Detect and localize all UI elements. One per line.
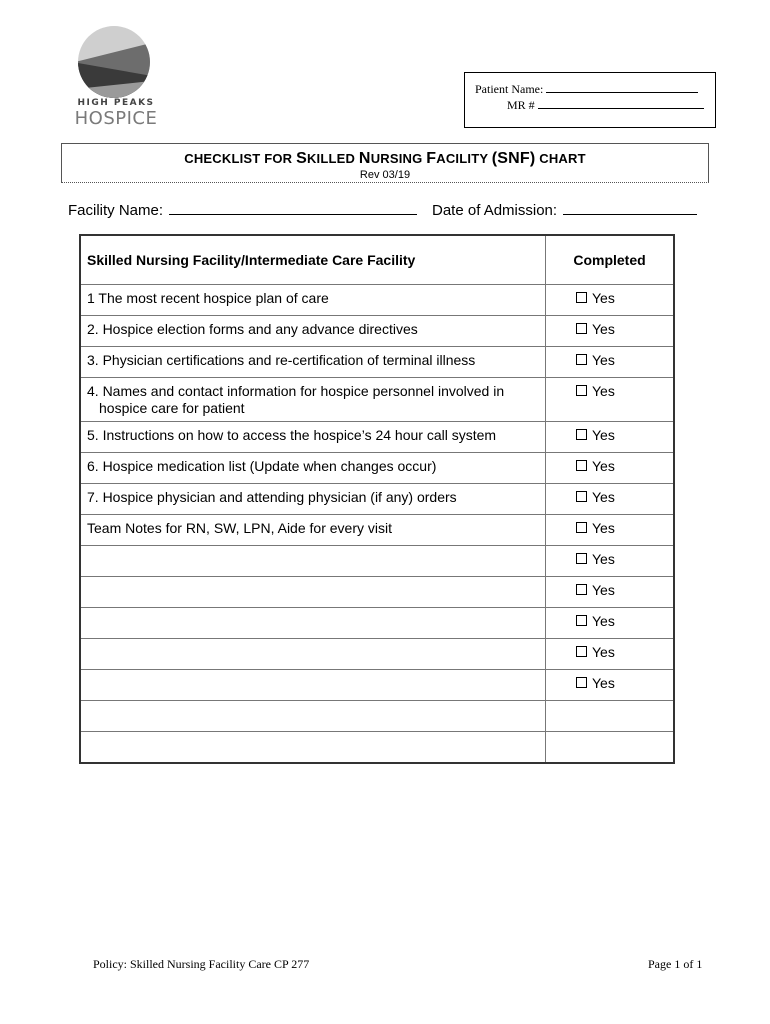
yes-checkbox[interactable] (576, 553, 587, 564)
checklist-item-text: 2. Hospice election forms and any advance directives (87, 321, 418, 337)
completed-cell (546, 577, 675, 608)
completed-cell (546, 639, 675, 670)
yes-label: Yes (592, 352, 615, 368)
facility-name-field[interactable] (169, 200, 417, 215)
table-row (80, 285, 674, 316)
yes-checkbox[interactable] (576, 677, 587, 688)
yes-checkbox[interactable] (576, 522, 587, 533)
title-box (61, 143, 709, 183)
checklist-item (80, 316, 546, 347)
checklist-item (80, 422, 546, 453)
yes-checkbox[interactable] (576, 584, 587, 595)
table-row (80, 546, 674, 577)
page-title: CHECKLIST FOR SKILLED NURSING FACILITY (SNF) CHART (184, 150, 586, 167)
checklist-item (80, 732, 546, 763)
checklist-item (80, 378, 546, 422)
yes-label: Yes (592, 520, 615, 536)
checklist-item (80, 639, 546, 670)
yes-checkbox[interactable] (576, 615, 587, 626)
table-row (80, 422, 674, 453)
completed-cell (546, 732, 675, 763)
yes-checkbox[interactable] (576, 292, 587, 303)
yes-label: Yes (592, 675, 615, 691)
completed-cell (546, 422, 675, 453)
table-row (80, 577, 674, 608)
table-row (80, 732, 674, 763)
completed-cell (546, 378, 675, 422)
yes-label: Yes (592, 458, 615, 474)
completed-cell (546, 484, 675, 515)
yes-label: Yes (592, 644, 615, 660)
date-of-admission-row (432, 200, 697, 219)
table-row (80, 515, 674, 546)
yes-label: Yes (592, 489, 615, 505)
table-row (80, 701, 674, 732)
completed-cell (546, 285, 675, 316)
facility-name-row (68, 200, 417, 219)
yes-checkbox[interactable] (576, 460, 587, 471)
completed-cell (546, 515, 675, 546)
column-header-completed: Completed (546, 235, 675, 285)
mr-number-field[interactable] (538, 97, 704, 109)
checklist-item (80, 670, 546, 701)
date-of-admission-label: Date of Admission: (432, 202, 558, 219)
table-row (80, 347, 674, 378)
checklist-item-text: 7. Hospice physician and attending physician (if any) orders (87, 489, 457, 505)
completed-cell (546, 316, 675, 347)
patient-name-line (475, 81, 715, 97)
yes-checkbox[interactable] (576, 429, 587, 440)
checklist-item (80, 546, 546, 577)
checklist-item (80, 484, 546, 515)
mountain-logo-icon (78, 26, 150, 98)
checklist-item (80, 577, 546, 608)
patient-name-field[interactable] (546, 81, 698, 93)
completed-cell (546, 546, 675, 577)
checklist-item-text: 1 The most recent hospice plan of care (87, 290, 329, 306)
completed-cell (546, 453, 675, 484)
table-row (80, 316, 674, 347)
completed-cell (546, 670, 675, 701)
mr-number-label: MR # (507, 98, 535, 112)
yes-label: Yes (592, 613, 615, 629)
yes-checkbox[interactable] (576, 646, 587, 657)
checklist-table (79, 234, 675, 764)
facility-name-label: Facility Name: (68, 202, 164, 219)
logo-text-hospice: HOSPICE (74, 108, 158, 129)
table-row (80, 484, 674, 515)
patient-name-label: Patient Name: (475, 82, 544, 96)
checklist-item (80, 608, 546, 639)
policy-footer: Policy: Skilled Nursing Facility Care CP 277 (93, 957, 310, 971)
table-row (80, 670, 674, 701)
checklist-item (80, 701, 546, 732)
date-of-admission-field[interactable] (563, 200, 697, 215)
patient-info-box (464, 72, 716, 128)
checklist-item-text: 3. Physician certifications and re-certification of terminal illness (87, 352, 476, 368)
table-row (80, 608, 674, 639)
yes-label: Yes (592, 383, 615, 399)
checklist-item (80, 515, 546, 546)
checklist-item-text: Team Notes for RN, SW, LPN, Aide for every visit (87, 520, 392, 536)
completed-cell (546, 701, 675, 732)
yes-label: Yes (592, 427, 615, 443)
yes-label: Yes (592, 321, 615, 337)
yes-checkbox[interactable] (576, 354, 587, 365)
yes-label: Yes (592, 551, 615, 567)
completed-cell (546, 347, 675, 378)
yes-checkbox[interactable] (576, 385, 587, 396)
yes-label: Yes (592, 290, 615, 306)
mr-number-line (507, 97, 747, 113)
table-row (80, 453, 674, 484)
page-number: Page 1 of 1 (648, 957, 703, 971)
yes-label: Yes (592, 582, 615, 598)
table-row (80, 378, 674, 422)
yes-checkbox[interactable] (576, 323, 587, 334)
checklist-item-text: 5. Instructions on how to access the hospice’s 24 hour call system (87, 427, 497, 443)
checklist-item-text: 6. Hospice medication list (Update when changes occur) (87, 458, 437, 474)
checklist-item (80, 347, 546, 378)
checklist-item (80, 285, 546, 316)
checklist-item (80, 453, 546, 484)
yes-checkbox[interactable] (576, 491, 587, 502)
checklist-item-text-continued: hospice care for patient (99, 400, 245, 416)
column-header-facility: Skilled Nursing Facility/Intermediate Care Facility (80, 235, 546, 285)
revision-label: Rev 03/19 (359, 169, 411, 181)
table-header-row (80, 235, 674, 285)
high-peaks-hospice-logo (70, 26, 162, 134)
table-row (80, 639, 674, 670)
checklist-item-text: 4. Names and contact information for hospice personnel involved in (87, 383, 505, 399)
logo-text-high-peaks: HIGH PEAKS (77, 98, 155, 108)
completed-cell (546, 608, 675, 639)
